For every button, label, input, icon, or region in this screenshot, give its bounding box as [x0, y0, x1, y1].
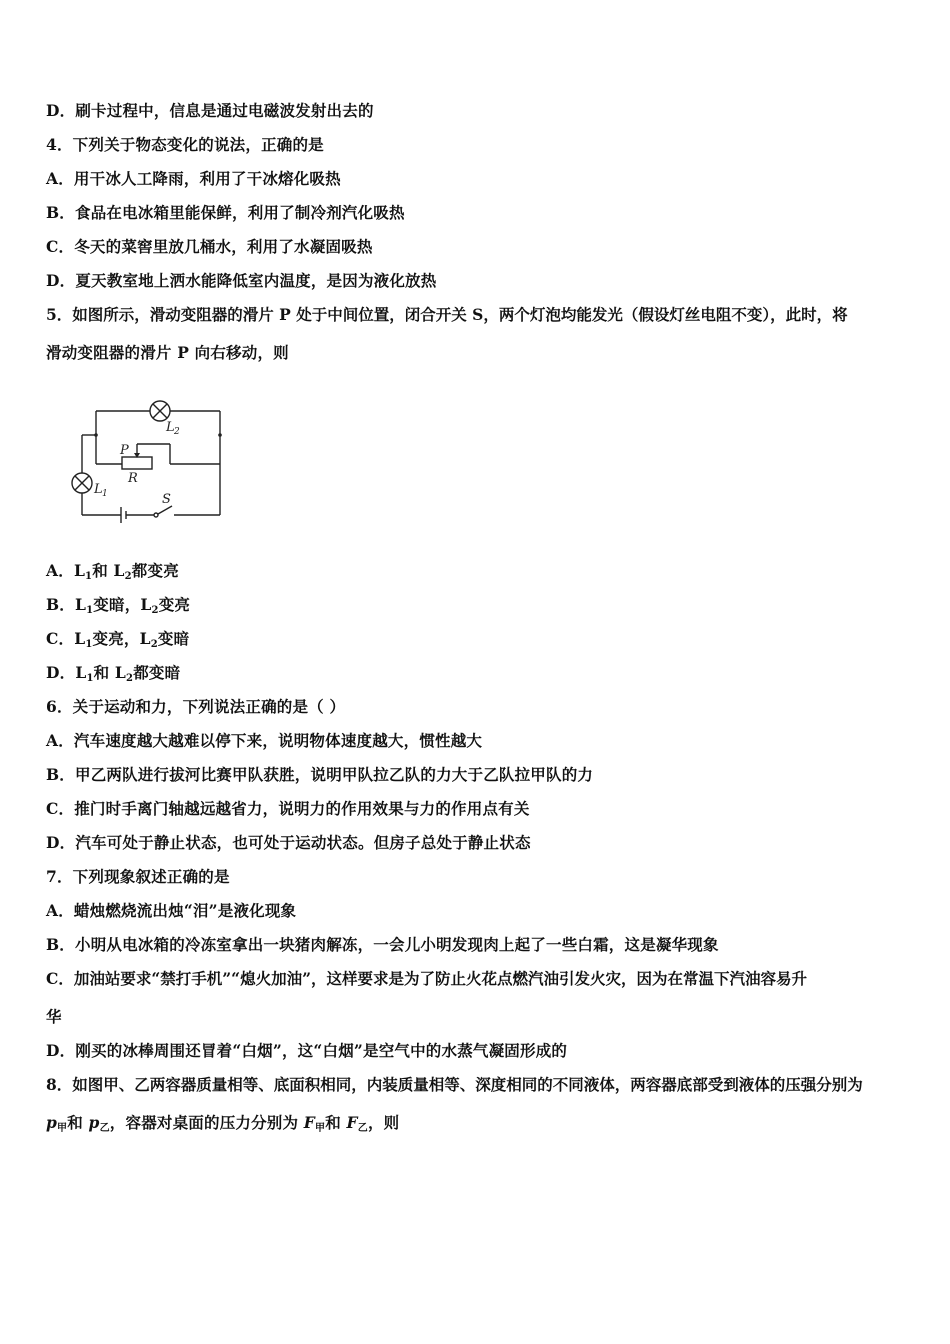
option-suffix: 都变暗 [133, 663, 181, 682]
lamp-symbol: L [75, 595, 87, 614]
switch-s-label: S [162, 492, 171, 507]
lamp-subscript: 1 [85, 639, 93, 650]
subscript-yi: 乙 [99, 1123, 110, 1134]
q5-option-b [46, 594, 916, 622]
q5-option-a [46, 560, 916, 588]
lamp-symbol: L [73, 561, 86, 580]
lamp-l1-sub: 1 [102, 489, 108, 499]
q7-option-d: D．刚买的冰棒周围还冒着“白烟”，这“白烟”是空气中的水蒸气凝固形成的 [46, 1041, 568, 1060]
q5-option-c [46, 628, 916, 656]
pressure-symbol: p [88, 1113, 100, 1132]
q8-stem-line2 [46, 1112, 916, 1140]
text-and: 和 [325, 1113, 347, 1132]
q4-option-b: B．食品在电冰箱里能保鲜，利用了制冷剂汽化吸热 [46, 203, 405, 222]
option-suffix: 都变亮 [131, 561, 179, 580]
option-mid: 和 [92, 561, 114, 580]
q6-option-c: C．推门时手离门轴越远越省力，说明力的作用效果与力的作用点有关 [46, 799, 530, 818]
q4-option-c: C．冬天的菜窖里放几桶水，利用了水凝固吸热 [46, 237, 373, 256]
circuit-diagram [66, 395, 246, 530]
slider-p-label: P [120, 443, 129, 458]
text-end: ，则 [367, 1113, 400, 1132]
lamp-symbol: L [74, 629, 86, 648]
switch-s-icon [154, 513, 158, 517]
lamp-l2-sub: 2 [174, 427, 180, 437]
q7-option-c-line1: C．加油站要求“禁打手机”“熄火加油”，这样要求是为了防止火花点燃汽油引发火灾，因为在常温下汽油容易升 [46, 969, 808, 988]
subscript-jia: 甲 [57, 1123, 68, 1134]
text-and: 和 [67, 1113, 89, 1132]
q7-stem: 7．下列现象叙述正确的是 [46, 867, 230, 886]
resistor-r-icon [122, 457, 152, 469]
q4-option-d: D．夏天教室地上洒水能降低室内温度，是因为液化放热 [46, 271, 437, 290]
lamp-symbol: L [113, 561, 125, 580]
q8-stem-line1: 8．如图甲、乙两容器质量相等、底面积相同，内装质量相等、深度相同的不同液体，两容器底部受到液体的压强分别为 [46, 1075, 863, 1094]
option-mid: 和 [93, 663, 115, 682]
lamp-l2-label: L [166, 420, 175, 435]
q5-stem-line2: 滑动变阻器的滑片 P 向右移动，则 [46, 343, 289, 362]
subscript-jia: 甲 [315, 1123, 326, 1134]
lamp-subscript: 2 [150, 639, 158, 650]
q6-option-d: D．汽车可处于静止状态，也可处于运动状态。但房子总处于静止状态 [46, 833, 531, 852]
force-symbol: F [346, 1113, 358, 1132]
q7-option-c-line2: 华 [46, 1007, 62, 1026]
lamp-symbol: L [139, 629, 151, 648]
lamp-subscript: 2 [124, 571, 132, 582]
q4-stem: 4．下列关于物态变化的说法，正确的是 [46, 135, 324, 154]
q6-stem: 6．关于运动和力，下列说法正确的是（ ） [46, 697, 346, 716]
q5-stem-line1: 5．如图所示，滑动变阻器的滑片 P 处于中间位置，闭合开关 S，两个灯泡均能发光（假设灯丝电阻不变），此时，将 [46, 305, 848, 324]
lamp-subscript: 1 [86, 673, 94, 684]
pressure-symbol: p [46, 1113, 58, 1132]
q6-option-b: B．甲乙两队进行拔河比赛甲队获胜，说明甲队拉乙队的力大于乙队拉甲队的力 [46, 765, 594, 784]
lamp-subscript: 1 [85, 571, 93, 582]
option-prefix: A． [46, 561, 74, 580]
subscript-yi: 乙 [357, 1123, 368, 1134]
q5-option-d [46, 662, 916, 690]
option-mid: 变亮， [92, 629, 140, 648]
option-prefix: C． [46, 629, 75, 648]
option-prefix: B． [46, 595, 76, 614]
lamp-symbol: L [114, 663, 127, 682]
resistor-r-label: R [128, 471, 138, 486]
lamp-subscript: 2 [126, 673, 134, 684]
q7-option-b: B．小明从电冰箱的冷冻室拿出一块猪肉解冻，一会儿小明发现肉上起了一些白霜，这是凝华现象 [46, 935, 719, 954]
option-suffix: 变暗 [157, 629, 190, 648]
lamp-subscript: 1 [86, 605, 94, 616]
q3-option-d: D．刷卡过程中，信息是通过电磁波发射出去的 [46, 101, 374, 120]
text-mid: ，容器对桌面的压力分别为 [109, 1113, 304, 1132]
force-symbol: F [303, 1113, 316, 1132]
lamp-symbol: L [75, 663, 87, 682]
lamp-l1-label: L [94, 482, 103, 497]
lamp-subscript: 2 [151, 605, 159, 616]
option-suffix: 变亮 [158, 595, 191, 614]
q7-option-a: A．蜡烛燃烧流出烛“泪”是液化现象 [46, 901, 297, 920]
option-prefix: D． [46, 663, 76, 682]
lamp-symbol: L [140, 595, 152, 614]
option-mid: 变暗， [93, 595, 141, 614]
q6-option-a: A．汽车速度越大越难以停下来，说明物体速度越大，惯性越大 [46, 731, 483, 750]
q4-option-a: A．用干冰人工降雨，利用了干冰熔化吸热 [46, 169, 341, 188]
